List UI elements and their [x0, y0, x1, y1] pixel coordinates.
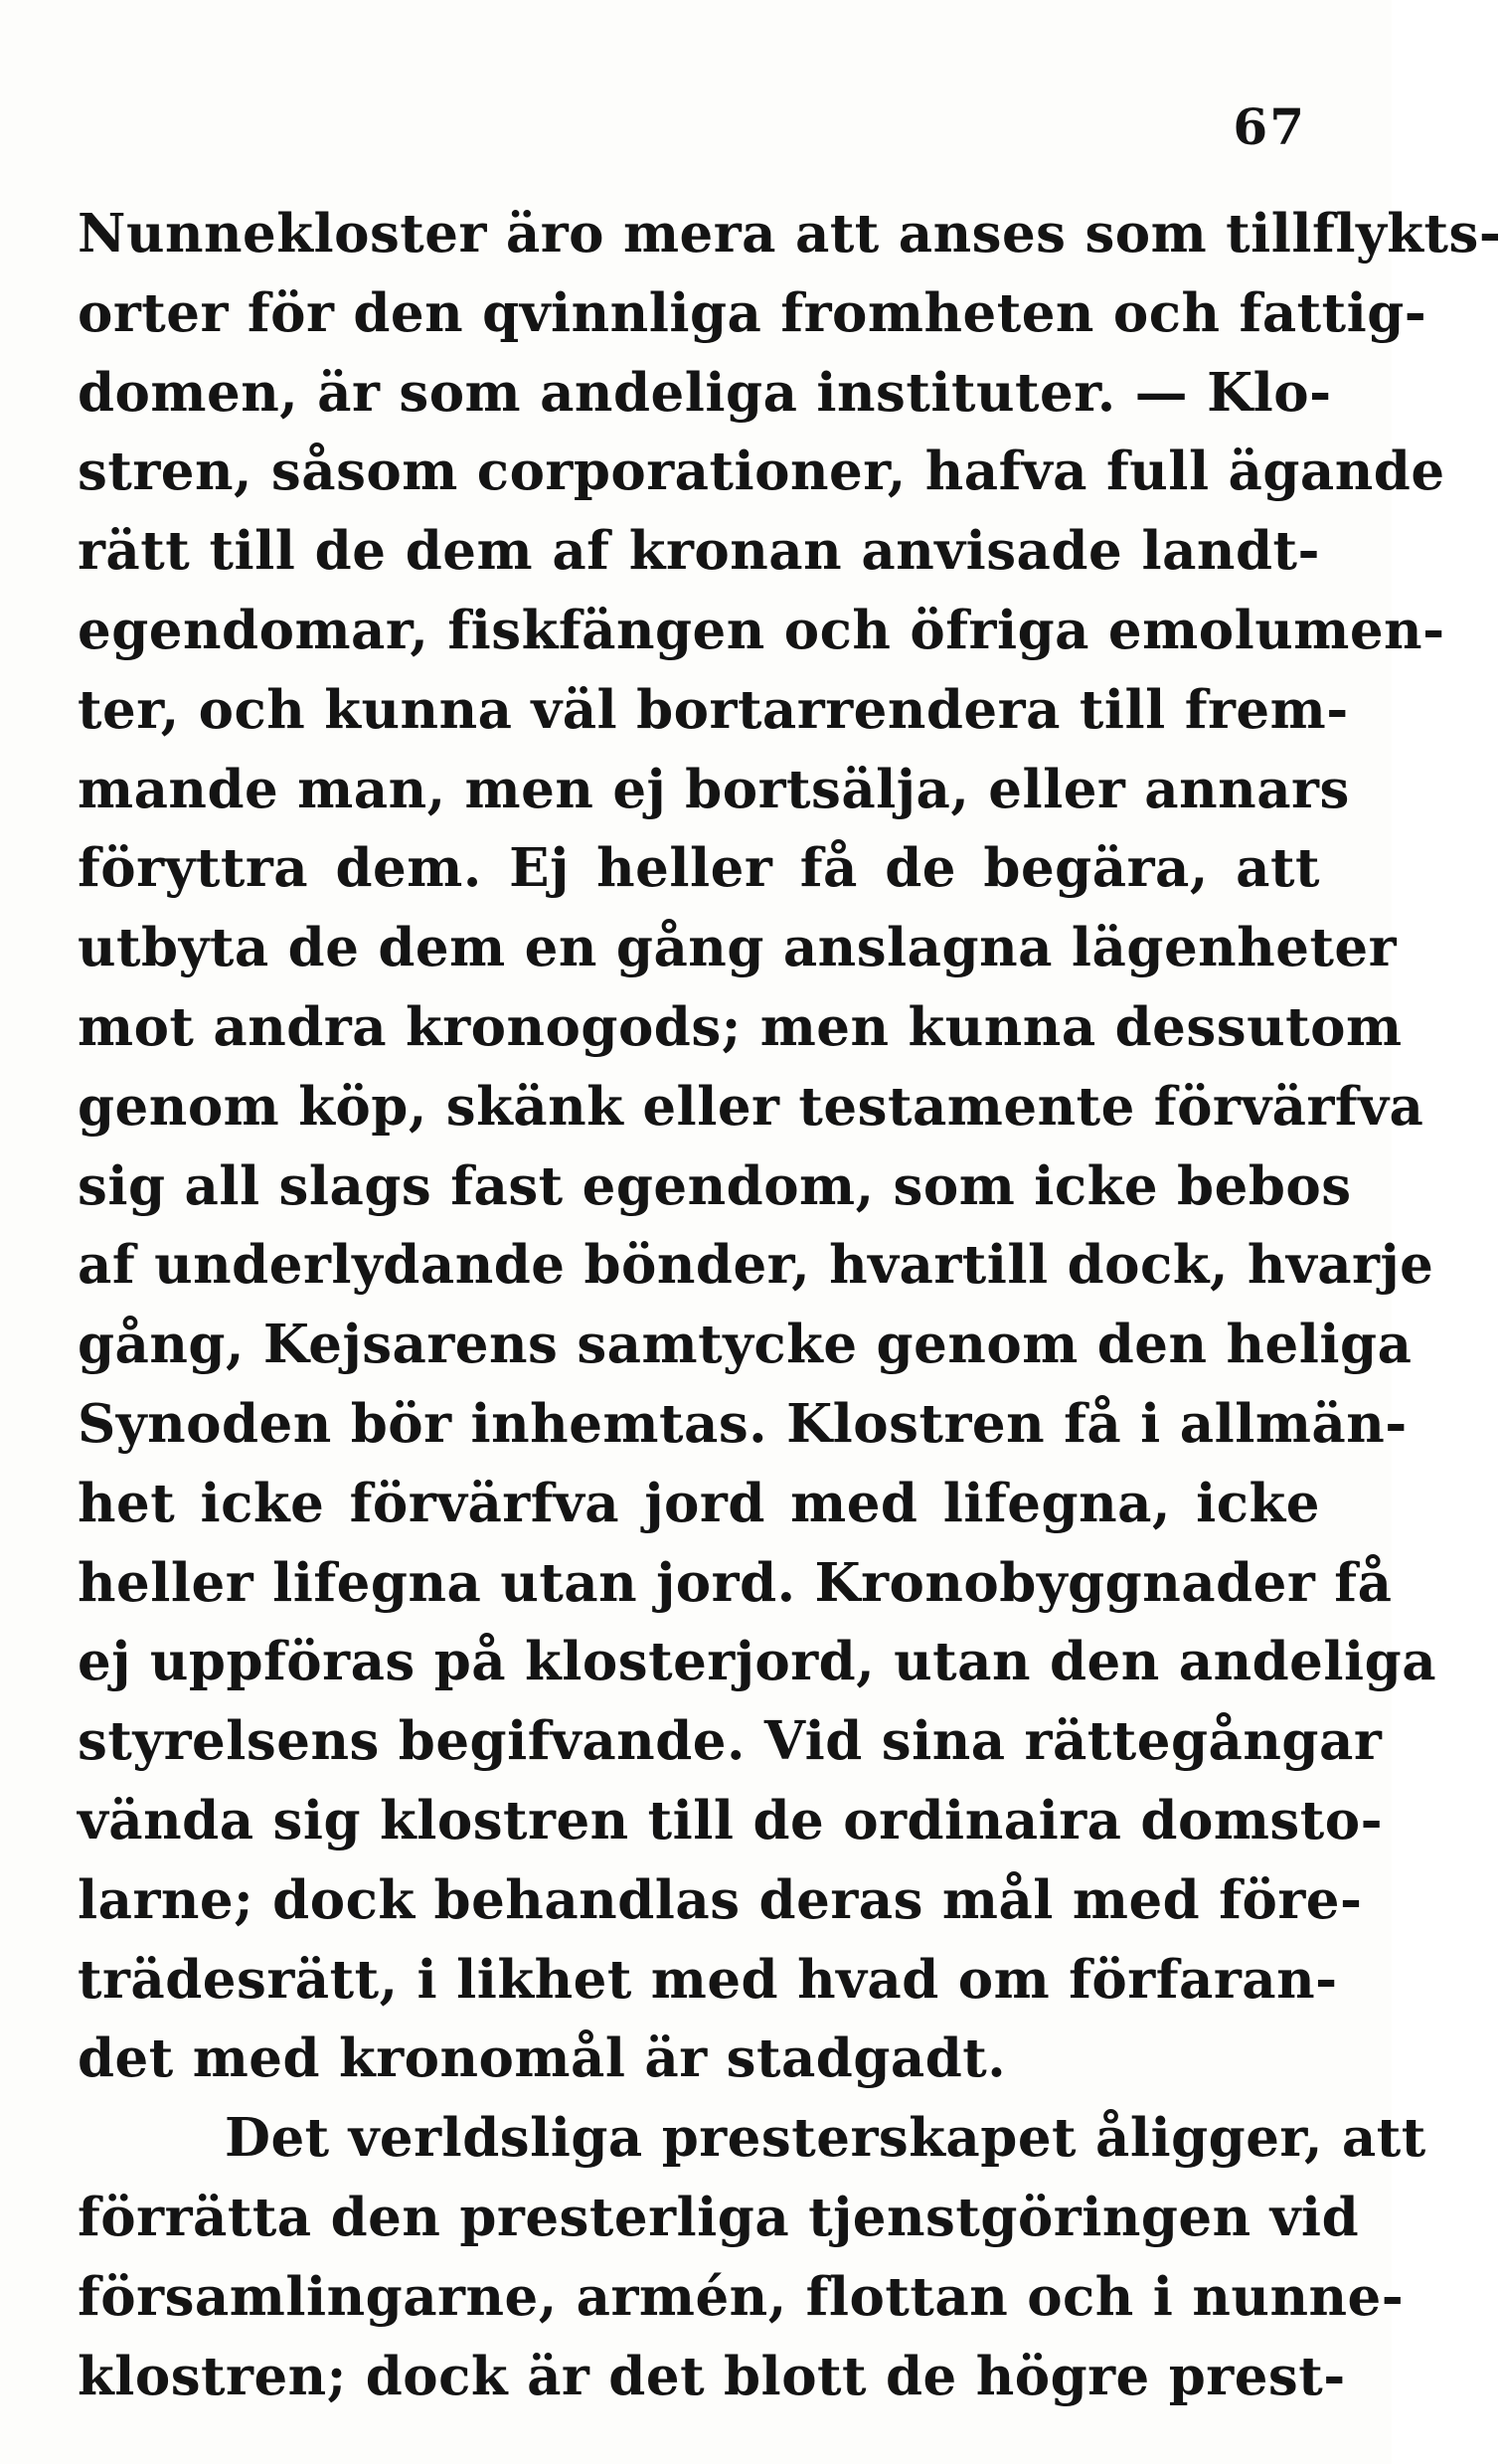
text-line: föryttra dem. Ej heller få de begära, att — [78, 837, 1320, 900]
text-line: rätt till de dem af kronan anvisade landt- — [78, 520, 1320, 583]
text-line: larne; dock behandlas deras mål med före- — [78, 1868, 1363, 1931]
text-line: ter, och kunna väl bortarrendera till frem- — [78, 678, 1349, 741]
text-line: gång, Kejsarens samtycke genom den heliga — [78, 1314, 1413, 1376]
text-line: mot andra kronogods; men kunna dessutom — [78, 995, 1403, 1058]
text-line: församlingarne, armén, flottan och i nunne- — [78, 2265, 1405, 2328]
paragraph-start-line: Det verldsliga presterskapet åligger, att — [225, 2107, 1426, 2170]
text-line: af underlydande bönder, hvartill dock, hvarje — [78, 1234, 1434, 1297]
text-line: orter för den qvinnliga fromheten och fattig- — [78, 281, 1427, 344]
text-line: vända sig klostren till de ordinaira domsto- — [78, 1789, 1384, 1851]
text-line: heller lifegna utan jord. Kronobyggnader få — [78, 1551, 1393, 1614]
text-line: egendomar, fiskfängen och öfriga emolumen- — [78, 599, 1445, 661]
text-line: Nunnekloster äro mera att anses som tillflykts- — [78, 203, 1501, 264]
text-line: Synoden bör inhemtas. Klostren få i allmän- — [78, 1392, 1408, 1455]
text-line: styrelsens begifvande. Vid sina rättegångar — [78, 1710, 1383, 1773]
text-line: stren, såsom corporationer, hafva full ägande — [78, 440, 1445, 503]
body-text — [78, 195, 1501, 2416]
text-line: klostren; dock är det blott de högre prest- — [78, 2345, 1346, 2407]
text-line: förrätta den presterliga tjenstgöringen vid — [78, 2186, 1360, 2248]
text-line: trädesrätt, i likhet med hvad om förfaran- — [78, 1948, 1338, 2011]
text-line: domen, är som andeliga instituter. — Klo- — [78, 361, 1332, 424]
text-line: het icke förvärfva jord med lifegna, icke — [78, 1472, 1320, 1534]
text-line: ej uppföras på klosterjord, utan den andeliga — [78, 1631, 1437, 1693]
text-line: sig all slags fast egendom, som icke bebos — [78, 1154, 1352, 1217]
text-line: utbyta de dem en gång anslagna lägenheter — [78, 917, 1398, 979]
page-number: 67 — [1233, 97, 1306, 156]
text-line: mande man, men ej bortsälja, eller annars — [78, 758, 1350, 820]
text-line: genom köp, skänk eller testamente förvärfva — [78, 1075, 1424, 1138]
paragraph-end-line: det med kronomål är stadgadt. — [78, 2027, 1007, 2090]
